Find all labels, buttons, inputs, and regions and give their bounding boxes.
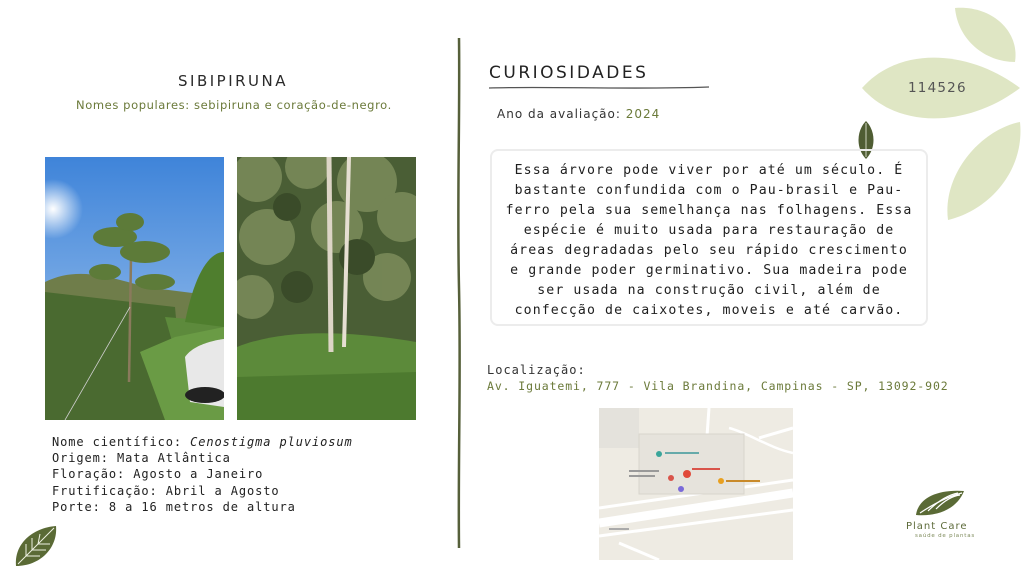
popular-names: Nomes populares: sebipiruna e coração-de-negro. bbox=[76, 98, 392, 112]
scientific-name-value: Cenostigma pluviosum bbox=[190, 435, 353, 449]
evaluation-year-value: 2024 bbox=[625, 107, 661, 121]
origin: Origem: Mata Atlântica bbox=[52, 451, 231, 466]
curiosities-title: CURIOSIDADES bbox=[489, 63, 649, 83]
curiosities-text: Essa árvore pode viver por até um século. É bastante confundida com o Pau-brasil e Pau-ferro pela sua semelhança nas folhagens. Essa espécie é muito usada para restauração de áreas degradadas pelo seu rápido crescimento e grande poder germinativo. Sua madeira pode ser usada na construção civil, além de confecção de caixotes, moveis e até carvão. bbox=[490, 149, 928, 326]
brand-name: Plant Care bbox=[906, 521, 968, 532]
location-map[interactable] bbox=[599, 408, 793, 560]
size: Porte: 8 a 16 metros de altura bbox=[52, 499, 296, 514]
plant-care-logo-icon bbox=[914, 487, 970, 519]
location-address: Av. Iguatemi, 777 - Vila Brandina, Campinas - SP, 13092-902 bbox=[487, 379, 949, 393]
scientific-name: Nome científico: Cenostigma pluviosum bbox=[52, 435, 353, 449]
leaf-icon bbox=[12, 524, 60, 570]
brand-tagline: saúde de plantas bbox=[915, 533, 976, 539]
location-label: Localização: bbox=[487, 363, 586, 377]
record-id: 114526 bbox=[908, 80, 967, 96]
fruiting: Frutificação: Abril a Agosto bbox=[52, 483, 280, 498]
title-underline bbox=[489, 84, 711, 92]
tree-photo-roadside bbox=[45, 157, 224, 420]
species-title: SIBIPIRUNA bbox=[178, 72, 289, 90]
evaluation-year: Ano da avaliação: 2024 bbox=[497, 107, 661, 121]
tree-photo-trunks bbox=[237, 157, 416, 420]
species-facts bbox=[52, 434, 353, 515]
vertical-divider bbox=[453, 38, 465, 548]
flowering: Floração: Agosto a Janeiro bbox=[52, 467, 264, 482]
